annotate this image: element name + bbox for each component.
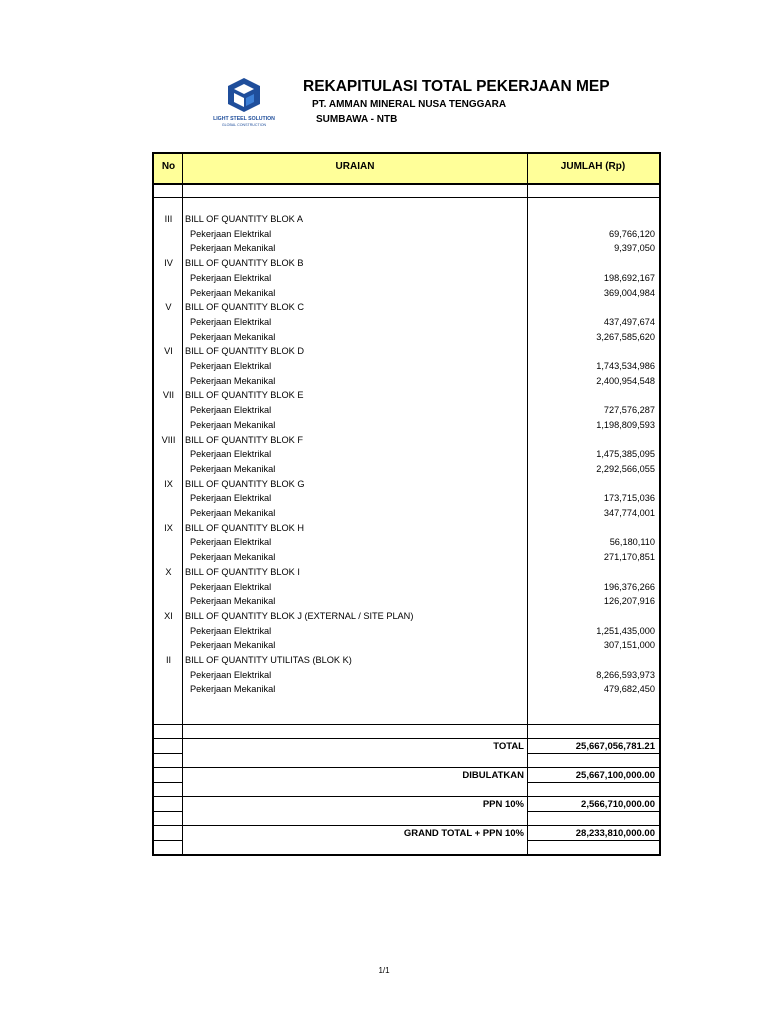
row-description: Pekerjaan Mekanikal: [190, 596, 276, 607]
table-row-subitem: [154, 271, 659, 285]
row-description: BILL OF QUANTITY BLOK J (EXTERNAL / SITE PLAN): [185, 610, 414, 621]
table-row-subitem: [154, 447, 659, 461]
row-amount: 1,743,534,986: [596, 361, 655, 371]
row-description: BILL OF QUANTITY BLOK A: [185, 214, 303, 224]
table-row-section: [154, 433, 659, 447]
header-jumlah: JUMLAH (Rp): [560, 161, 626, 172]
page-number: 1/1: [378, 966, 390, 975]
row-amount: 196,376,266: [603, 581, 655, 592]
table-row-section: [154, 609, 659, 623]
row-divider: [154, 184, 659, 185]
total-label: TOTAL: [493, 741, 524, 752]
logo-subtext: GLOBAL CONSTRUCTION: [221, 123, 267, 127]
recap-table: [152, 152, 661, 856]
table-row-subitem: [154, 418, 659, 432]
table-row-subitem: [154, 550, 659, 564]
header-uraian: URAIAN: [335, 161, 375, 172]
row-description: BILL OF QUANTITY BLOK F: [185, 434, 303, 445]
row-number: III: [164, 214, 173, 224]
table-row-subitem: [154, 624, 659, 638]
row-description: BILL OF QUANTITY UTILITAS (BLOK K): [185, 655, 352, 665]
row-amount: 198,692,167: [603, 272, 655, 283]
row-description: Pekerjaan Mekanikal: [190, 243, 276, 254]
row-description: Pekerjaan Elektrikal: [190, 449, 272, 460]
ppn-value: 2,566,710,000.00: [581, 799, 655, 810]
table-row-subitem: [154, 403, 659, 417]
row-amount: 347,774,001: [603, 508, 655, 518]
row-description: BILL OF QUANTITY BLOK E: [185, 390, 304, 401]
row-number: IV: [164, 258, 173, 269]
grand-total-value: 28,233,810,000.00: [575, 828, 655, 839]
row-number: XI: [164, 610, 173, 621]
row-amount: 271,170,851: [603, 552, 655, 563]
table-row-subitem: [154, 374, 659, 388]
row-number: IX: [164, 478, 173, 489]
row-description: BILL OF QUANTITY BLOK C: [185, 302, 304, 313]
row-amount: 9,397,050: [614, 243, 655, 254]
table-row-subitem: [154, 580, 659, 594]
table-row-subitem: [154, 330, 659, 344]
row-amount: 56,180,110: [609, 537, 655, 548]
ppn-row: [154, 797, 659, 812]
logo-text: LIGHT STEEL SOLUTION: [213, 116, 275, 122]
row-description: Pekerjaan Mekanikal: [190, 463, 276, 474]
table-row-subitem: [154, 462, 659, 476]
grand-total-row: [154, 826, 659, 841]
row-description: Pekerjaan Mekanikal: [190, 552, 276, 563]
row-number: VIII: [161, 434, 176, 445]
table-row-section: [154, 521, 659, 535]
row-description: BILL OF QUANTITY BLOK D: [185, 346, 304, 357]
rounded-label: DIBULATKAN: [462, 770, 524, 781]
company-name: PT. AMMAN MINERAL NUSA TENGGARA: [312, 99, 507, 110]
table-row-subitem: [154, 286, 659, 300]
row-description: Pekerjaan Mekanikal: [190, 640, 276, 651]
row-number: II: [165, 655, 172, 665]
table-row-subitem: [154, 535, 659, 549]
row-description: BILL OF QUANTITY BLOK B: [185, 258, 304, 269]
rounded-row: [154, 768, 659, 783]
table-row-subitem: [154, 241, 659, 255]
table-row-subitem: [154, 227, 659, 241]
row-amount: 2,292,566,055: [596, 463, 655, 474]
location-name: SUMBAWA - NTB: [316, 114, 398, 125]
table-row-subitem: [154, 315, 659, 329]
row-amount: 1,251,435,000: [596, 625, 655, 636]
row-description: Pekerjaan Mekanikal: [190, 375, 276, 386]
table-row-section: [154, 565, 659, 579]
light-steel-logo-icon: [206, 76, 282, 128]
company-logo: [206, 76, 282, 128]
row-amount: 1,475,385,095: [596, 449, 655, 460]
row-number: V: [165, 302, 172, 313]
row-number: X: [165, 566, 172, 577]
total-value: 25,667,056,781.21: [575, 741, 655, 752]
table-row-subitem: [154, 359, 659, 373]
table-row-subitem: [154, 682, 659, 696]
row-number: IX: [164, 522, 173, 533]
row-description: Pekerjaan Elektrikal: [190, 669, 272, 680]
row-number: VI: [164, 346, 173, 357]
table-row-section: [154, 388, 659, 402]
row-description: Pekerjaan Mekanikal: [190, 331, 276, 342]
row-description: BILL OF QUANTITY BLOK G: [185, 478, 305, 489]
row-description: Pekerjaan Mekanikal: [190, 684, 276, 695]
row-amount: 1,198,809,593: [596, 419, 655, 430]
row-number: VII: [162, 390, 175, 401]
header-no: No: [161, 161, 176, 172]
table-row-section: [154, 256, 659, 270]
row-amount: 437,497,674: [603, 316, 655, 327]
row-amount: 69,766,120: [609, 228, 655, 239]
row-description: Pekerjaan Elektrikal: [190, 537, 272, 548]
document-title: REKAPITULASI TOTAL PEKERJAAN MEP: [303, 78, 610, 95]
table-row-subitem: [154, 638, 659, 652]
row-description: Pekerjaan Elektrikal: [190, 361, 272, 371]
table-row-section: [154, 653, 659, 667]
row-amount: 369,004,984: [603, 287, 655, 298]
row-description: Pekerjaan Elektrikal: [190, 228, 272, 239]
row-description: Pekerjaan Elektrikal: [190, 625, 272, 636]
row-description: Pekerjaan Elektrikal: [190, 493, 272, 504]
table-row-section: [154, 300, 659, 314]
table-row-subitem: [154, 668, 659, 682]
row-description: BILL OF QUANTITY BLOK H: [185, 522, 304, 533]
table-row-subitem: [154, 491, 659, 505]
row-description: Pekerjaan Elektrikal: [190, 405, 272, 416]
row-description: Pekerjaan Elektrikal: [190, 272, 272, 283]
row-description: Pekerjaan Mekanikal: [190, 419, 276, 430]
table-header: [154, 154, 659, 184]
row-description: Pekerjaan Elektrikal: [190, 316, 272, 327]
ppn-label: PPN 10%: [482, 799, 524, 810]
table-row-subitem: [154, 506, 659, 520]
row-amount: 3,267,585,620: [596, 331, 655, 342]
row-description: Pekerjaan Mekanikal: [190, 287, 276, 298]
table-row-section: [154, 344, 659, 358]
total-row: [154, 739, 659, 754]
row-description: BILL OF QUANTITY BLOK I: [185, 566, 300, 577]
row-amount: 2,400,954,548: [596, 375, 655, 386]
table-row-section: [154, 212, 659, 226]
row-divider: [154, 724, 659, 725]
row-amount: 307,151,000: [603, 640, 655, 651]
row-divider: [154, 197, 659, 198]
row-amount: 173,715,036: [603, 493, 655, 504]
grand-total-label: GRAND TOTAL + PPN 10%: [403, 828, 524, 839]
row-description: Pekerjaan Elektrikal: [190, 581, 272, 592]
row-amount: 727,576,287: [603, 405, 655, 416]
row-amount: 479,682,450: [603, 684, 655, 695]
rounded-value: 25,667,100,000.00: [575, 770, 655, 781]
row-description: Pekerjaan Mekanikal: [190, 508, 276, 518]
table-row-subitem: [154, 594, 659, 608]
row-amount: 8,266,593,973: [596, 669, 655, 680]
row-amount: 126,207,916: [603, 596, 655, 607]
table-row-section: [154, 477, 659, 491]
